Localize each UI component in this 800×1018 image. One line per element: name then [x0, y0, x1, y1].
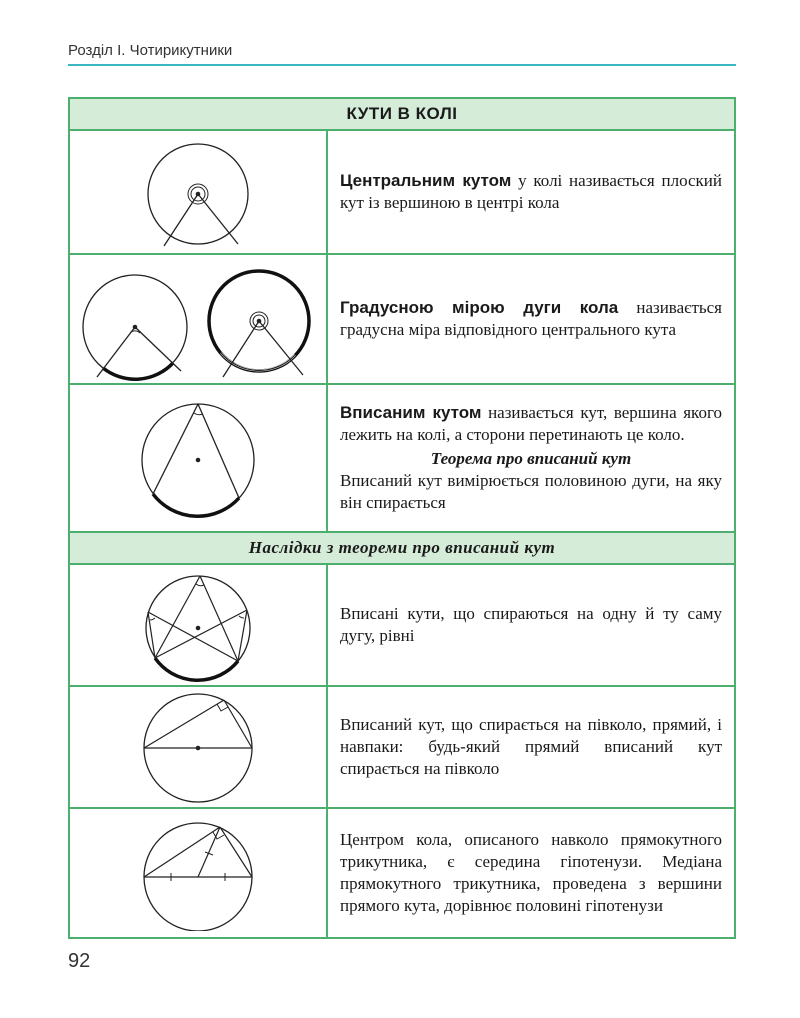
arc-measure-figure [70, 255, 328, 383]
row-inscribed-angle [70, 385, 734, 533]
row-corollary-equal-angles [70, 565, 734, 687]
theorem-title: Теорема про вписаний кут [430, 449, 632, 468]
right-triangle-diagram [138, 815, 258, 931]
right-triangle-text [328, 809, 734, 937]
term-arc-measure: Градусною мірою дуги кола [340, 298, 619, 317]
arc-measure-diagram [73, 257, 323, 381]
angles-in-circle-table [68, 97, 736, 939]
central-angle-text: у колі називається плоский кут із вершиною в центрі кола [340, 171, 722, 212]
equal-angles-diagram [138, 568, 258, 682]
running-head: Розділ I. Чотирикутники [68, 42, 233, 59]
table-title-row [70, 99, 734, 131]
row-arc-measure [70, 255, 734, 385]
corollary-2-text: Вписаний кут, що спирається на півколо, прямий, і навпаки: будь-який прямий вписаний кут спирається на півколо [340, 715, 722, 778]
row-corollary-semicircle [70, 687, 734, 809]
inscribed-angle-diagram [133, 390, 263, 526]
semicircle-text [328, 687, 734, 807]
arc-measure-definition [328, 255, 734, 383]
equal-angles-figure [70, 565, 328, 685]
theorem-text: Вписаний кут вимірюється половиною дуги, на яку він спирається [340, 471, 722, 512]
central-angle-definition [328, 131, 734, 253]
central-angle-diagram [138, 136, 258, 248]
right-triangle-figure [70, 809, 328, 937]
inscribed-angle-text: називається кут, вершина якого лежить на колі, а сторони перетинають це коло. [340, 403, 722, 444]
semicircle-figure [70, 687, 328, 807]
term-central-angle: Центральним кутом [340, 171, 512, 190]
corollary-3-text: Центром кола, описаного навколо прямокутного трикутника, є середина гіпотенузи. Медіана прямокутного трикутника, проведена з вершини прямого кута, дорівнює половині гіпотенузи [340, 830, 722, 915]
corollaries-header-row [70, 533, 734, 565]
equal-angles-text [328, 565, 734, 685]
inscribed-angle-figure [70, 385, 328, 531]
semicircle-diagram [138, 690, 258, 804]
central-angle-figure [70, 131, 328, 253]
inscribed-angle-definition [328, 385, 734, 531]
page-number: 92 [68, 950, 91, 972]
corollaries-title: Наслідки з теореми про вписаний кут [248, 538, 556, 557]
corollary-1-text: Вписані кути, що спираються на одну й ту саму дугу, рівні [340, 604, 722, 645]
row-central-angle [70, 131, 734, 255]
table-title: КУТИ В КОЛІ [346, 104, 458, 123]
header-rule [68, 64, 736, 66]
term-inscribed-angle: Вписаним кутом [340, 403, 482, 422]
arc-measure-text: називається градусна міра відповідного центрального кута [340, 298, 722, 339]
row-corollary-right-triangle [70, 809, 734, 937]
